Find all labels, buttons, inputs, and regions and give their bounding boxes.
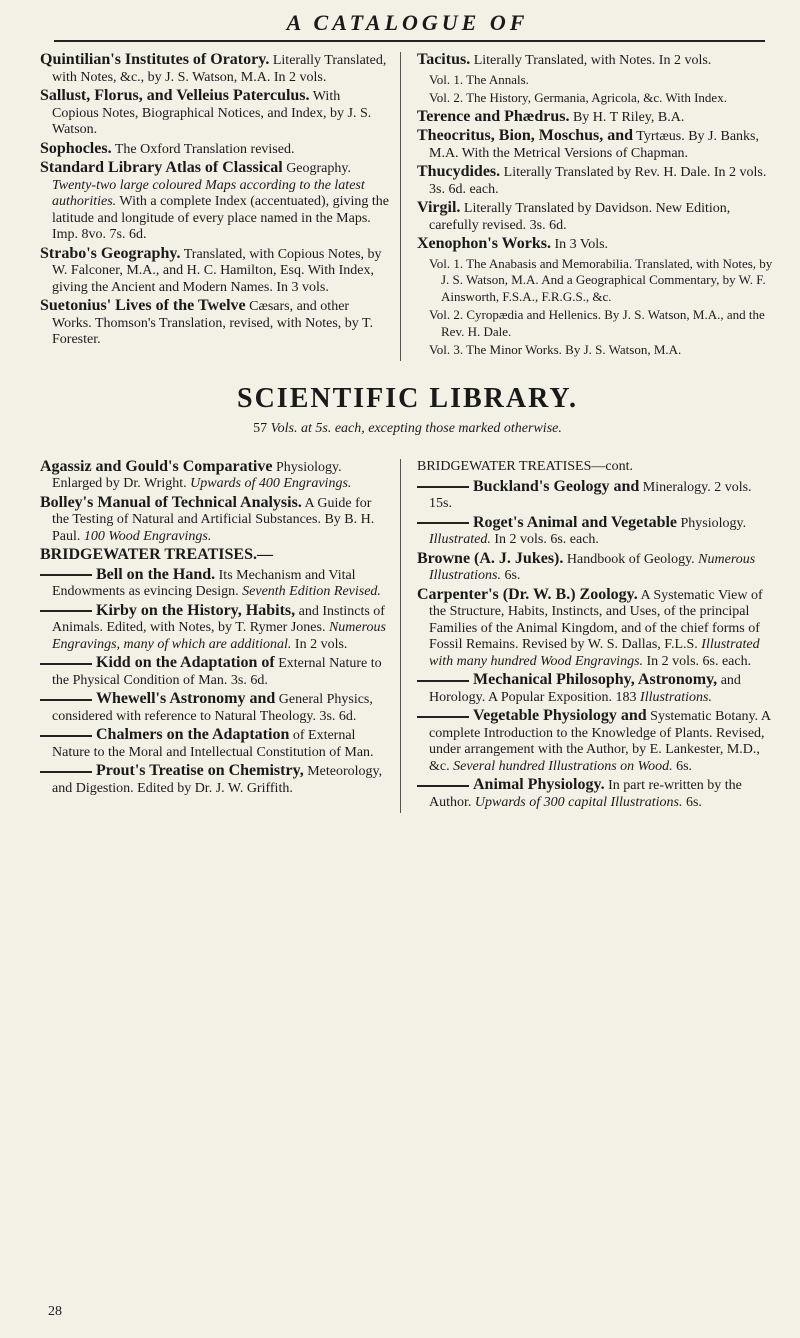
catalogue-entry: [417, 672, 775, 706]
entry-text: Systematic Botany. A complete Introduction to the Knowledge of Plants. Revised, under arrangement with the Author, by E. Lankester, M.D., &c.: [429, 709, 771, 774]
entry-text: In 2 vols. 6s. each.: [490, 532, 599, 547]
catalogue-entry: [417, 128, 775, 162]
entry-italic: 100 Wood Engravings.: [83, 528, 212, 544]
entry-heading: Suetonius' Lives of the Twelve: [40, 297, 246, 314]
entry-text: Handbook of Geology.: [563, 551, 699, 567]
catalogue-entry: [40, 567, 390, 601]
catalogue-page: [40, 8, 775, 813]
ditto-dash: [417, 716, 469, 718]
entry-heading: Buckland's Geology and: [473, 477, 640, 495]
entry-text: Physiology. Enlarged by Dr. Wright.: [52, 459, 342, 491]
entry-heading: Bell on the Hand.: [96, 565, 216, 583]
catalogue-entry: [417, 109, 775, 127]
catalogue-entry: [417, 200, 775, 234]
catalogue-entry: [40, 655, 390, 689]
entry-text: General Physics, considered with reference to Natural Theology. 3s. 6d.: [52, 692, 373, 724]
entry-text: In part re-written by the Author.: [429, 778, 742, 810]
catalogue-entry: [417, 236, 775, 254]
ditto-dash: [40, 699, 92, 701]
section-volume-count: 57: [253, 420, 271, 436]
catalogue-entry: [40, 52, 390, 86]
entry-heading: Theocritus, Bion, Moschus, and: [417, 127, 634, 144]
entry-text: Literally Translated, with Notes, &c., by J. S. Watson, M.A. In 2 vols.: [52, 53, 387, 85]
entry-heading: Thucydides.: [417, 163, 501, 180]
entry-heading: Bolley's Manual of Technical Analysis.: [40, 493, 302, 511]
entry-italic: Seventh Edition Revised.: [242, 584, 381, 599]
entry-heading: Browne (A. J. Jukes).: [417, 549, 564, 567]
catalogue-entry: [40, 763, 390, 797]
entry-heading: Xenophon's Works.: [417, 235, 551, 252]
ditto-dash: [40, 663, 92, 665]
catalogue-entry: [417, 90, 775, 107]
top-left-column: [40, 52, 400, 361]
entry-text: Physiology.: [677, 515, 747, 531]
catalogue-entry: [417, 256, 775, 306]
entry-italic: Upwards of 300 capital Illustrations.: [474, 794, 683, 810]
entry-text: A Guide for the Testing of Natural and Artificial Substances. By B. H. Paul.: [52, 495, 375, 544]
section-pricing-note: Vols. at 5s. each, excepting those marked otherwise.: [270, 420, 562, 436]
entry-text: Literally Translated, with Notes. In 2 vols.: [470, 53, 712, 68]
catalogue-entry: [40, 727, 390, 761]
entry-text: In 3 Vols.: [550, 237, 609, 252]
catalogue-entry: [417, 515, 775, 549]
catalogue-entry: [417, 587, 775, 671]
entry-heading: BRIDGEWATER TREATISES.—: [40, 546, 273, 563]
catalogue-entry: [40, 547, 390, 565]
entry-heading: Kirby on the History, Habits,: [96, 601, 296, 619]
entry-italic: Illustrations.: [640, 689, 713, 705]
top-columns: [40, 52, 775, 361]
bottom-columns: [40, 459, 775, 814]
entry-text: Cæsars, and other Works. Thomson's Translation, revised, with Notes, by T. Forester.: [52, 299, 374, 347]
entry-heading: Kidd on the Adaptation of: [96, 654, 275, 671]
catalogue-entry: [40, 495, 390, 546]
entry-heading: Standard Library Atlas of Classical: [40, 159, 283, 176]
entry-text: 6s.: [682, 794, 702, 810]
catalogue-entry: [417, 72, 775, 89]
section-title: SCIENTIFIC LIBRARY.: [237, 382, 578, 414]
entry-text: 6s.: [500, 568, 521, 583]
ditto-dash: [40, 735, 92, 737]
page-number: 28: [48, 1304, 62, 1319]
catalogue-entry: [40, 459, 390, 493]
catalogue-entry: [40, 691, 390, 725]
entry-heading: Roget's Animal and Vegetable: [473, 513, 678, 531]
catalogue-entry: [417, 307, 775, 340]
entry-text: Tyrtæus. By J. Banks, M.A. With the Metrical Versions of Chapman.: [429, 129, 759, 161]
top-right-column: [400, 52, 775, 361]
entry-heading: Sallust, Florus, and Velleius Paterculus.: [40, 87, 310, 104]
ditto-dash: [40, 610, 92, 612]
entry-heading: Terence and Phædrus.: [417, 107, 570, 125]
entry-text: Its Mechanism and Vital Endowments as evincing Design.: [52, 567, 356, 599]
catalogue-entry: [417, 551, 775, 585]
entry-text: 6s.: [672, 758, 693, 774]
entry-text: In 2 vols.: [291, 636, 348, 652]
entry-heading: Tacitus.: [417, 51, 471, 68]
entry-heading: Virgil.: [417, 199, 461, 216]
entry-text: Vol. 2. Cyropædia and Hellenics. By J. S. Watson, M.A., and the Rev. H. Dale.: [429, 307, 765, 339]
entry-heading: Whewell's Astronomy and: [96, 690, 276, 707]
entry-italic: Illustrated with many hundred Wood Engravings.: [429, 637, 760, 669]
entry-text: and Instincts of Animals. Edited, with Notes, by T. Rymer Jones.: [52, 603, 385, 635]
entry-text: A Systematic View of the Structure, Habits, Instincts, and Uses, of the principal Families of the Animal Kingdom, and of the chief forms of Fossil Remains. Revised by W. S. Dallas, F.L.S.: [429, 587, 763, 652]
header-rule: [54, 40, 765, 42]
ditto-dash: [417, 486, 469, 488]
ditto-dash: [40, 574, 92, 576]
entry-text: The Oxford Translation revised.: [111, 141, 295, 157]
catalogue-entry: [417, 708, 775, 775]
catalogue-entry: [417, 479, 775, 513]
entry-text: By H. T Riley, B.A.: [569, 109, 685, 125]
catalogue-entry: [40, 88, 390, 139]
entry-italic: Upwards of 400 Engravings.: [190, 476, 352, 491]
entry-text: With Copious Notes, Biographical Notices, and Index, by J. S. Watson.: [52, 89, 372, 137]
entry-text: Meteorology, and Digestion. Edited by Dr. J. W. Griffith.: [52, 764, 383, 796]
entry-text: Vol. 1. The Annals.: [429, 71, 529, 87]
entry-text: Vol. 3. The Minor Works. By J. S. Watson, M.A.: [429, 342, 682, 357]
entry-text: Vol. 1. The Anabasis and Memorabilia. Translated, with Notes, by J. S. Watson, M.A. And a Geographical Commentary, by W. F. Ainsworth, F.S.A., F.R.G.S., &c.: [429, 255, 773, 304]
entry-text: Literally Translated by Davidson. New Edition, carefully revised. 3s. 6d.: [429, 201, 731, 233]
ditto-dash: [417, 680, 469, 682]
catalogue-entry: [40, 141, 390, 159]
entry-heading: Agassiz and Gould's Comparative: [40, 457, 273, 475]
catalogue-entry: [417, 52, 775, 70]
entry-italic: Numerous Engravings, many of which are additional.: [52, 620, 386, 652]
ditto-dash: [417, 522, 469, 524]
ditto-dash: [40, 771, 92, 773]
entry-text: Geography.: [282, 161, 351, 176]
entry-heading: Carpenter's (Dr. W. B.) Zoology.: [417, 585, 638, 603]
catalogue-entry: [417, 164, 775, 198]
catalogue-entry: [40, 246, 390, 297]
catalogue-entry: [417, 342, 775, 359]
entry-heading: Mechanical Philosophy, Astronomy,: [473, 671, 718, 688]
running-header: A CATALOGUE OF: [286, 10, 529, 35]
entry-heading: Animal Physiology.: [473, 776, 605, 793]
catalogue-entry: [40, 160, 390, 244]
entry-heading: Vegetable Physiology and: [473, 707, 647, 724]
entry-italic: Numerous Illustrations.: [429, 551, 756, 583]
entry-text: External Nature to the Physical Condition of Man. 3s. 6d.: [52, 656, 382, 688]
entry-text: of External Nature to the Moral and Intellectual Constitution of Man.: [52, 728, 374, 760]
ditto-dash: [417, 785, 469, 787]
entry-text: With a complete Index (accentuated), giving the latitude and longitude of every place named in the Maps. Imp. 8vo. 7s. 6d.: [52, 194, 390, 242]
entry-text: and Horology. A Popular Exposition. 183: [429, 673, 741, 705]
entry-text: In 2 vols. 6s. each.: [643, 653, 752, 669]
section-subtitle: [40, 421, 775, 437]
entry-heading: Prout's Treatise on Chemistry,: [96, 762, 304, 779]
continued-heading: BRIDGEWATER TREATISES—cont.: [417, 458, 633, 474]
entry-italic: Several hundred Illustrations on Wood.: [453, 758, 673, 774]
entry-text: Literally Translated by Rev. H. Dale. In 2 vols. 3s. 6d. each.: [429, 165, 767, 197]
entry-italic: Twenty-two large coloured Maps according to the latest authorities.: [52, 177, 365, 209]
entry-heading: Chalmers on the Adaptation: [96, 726, 290, 743]
entry-text: Vol. 2. The History, Germania, Agricola, &c. With Index.: [429, 90, 727, 105]
bottom-left-column: [40, 459, 400, 814]
catalogue-entry: [40, 298, 390, 349]
entry-text: Mineralogy. 2 vols. 15s.: [429, 479, 752, 511]
bottom-right-column: [400, 459, 775, 814]
entry-heading: Sophocles.: [40, 139, 112, 157]
entry-text: Translated, with Copious Notes, by W. Falconer, M.A., and H. C. Hamilton, Esq. With Index, giving the Ancient and Modern Names. In 3 vols.: [52, 246, 382, 295]
catalogue-entry: [417, 777, 775, 811]
entry-italic: Illustrated.: [429, 532, 491, 547]
entry-heading: Quintilian's Institutes of Oratory.: [40, 51, 270, 68]
entry-heading: Strabo's Geography.: [40, 244, 181, 262]
catalogue-entry: [40, 603, 390, 654]
